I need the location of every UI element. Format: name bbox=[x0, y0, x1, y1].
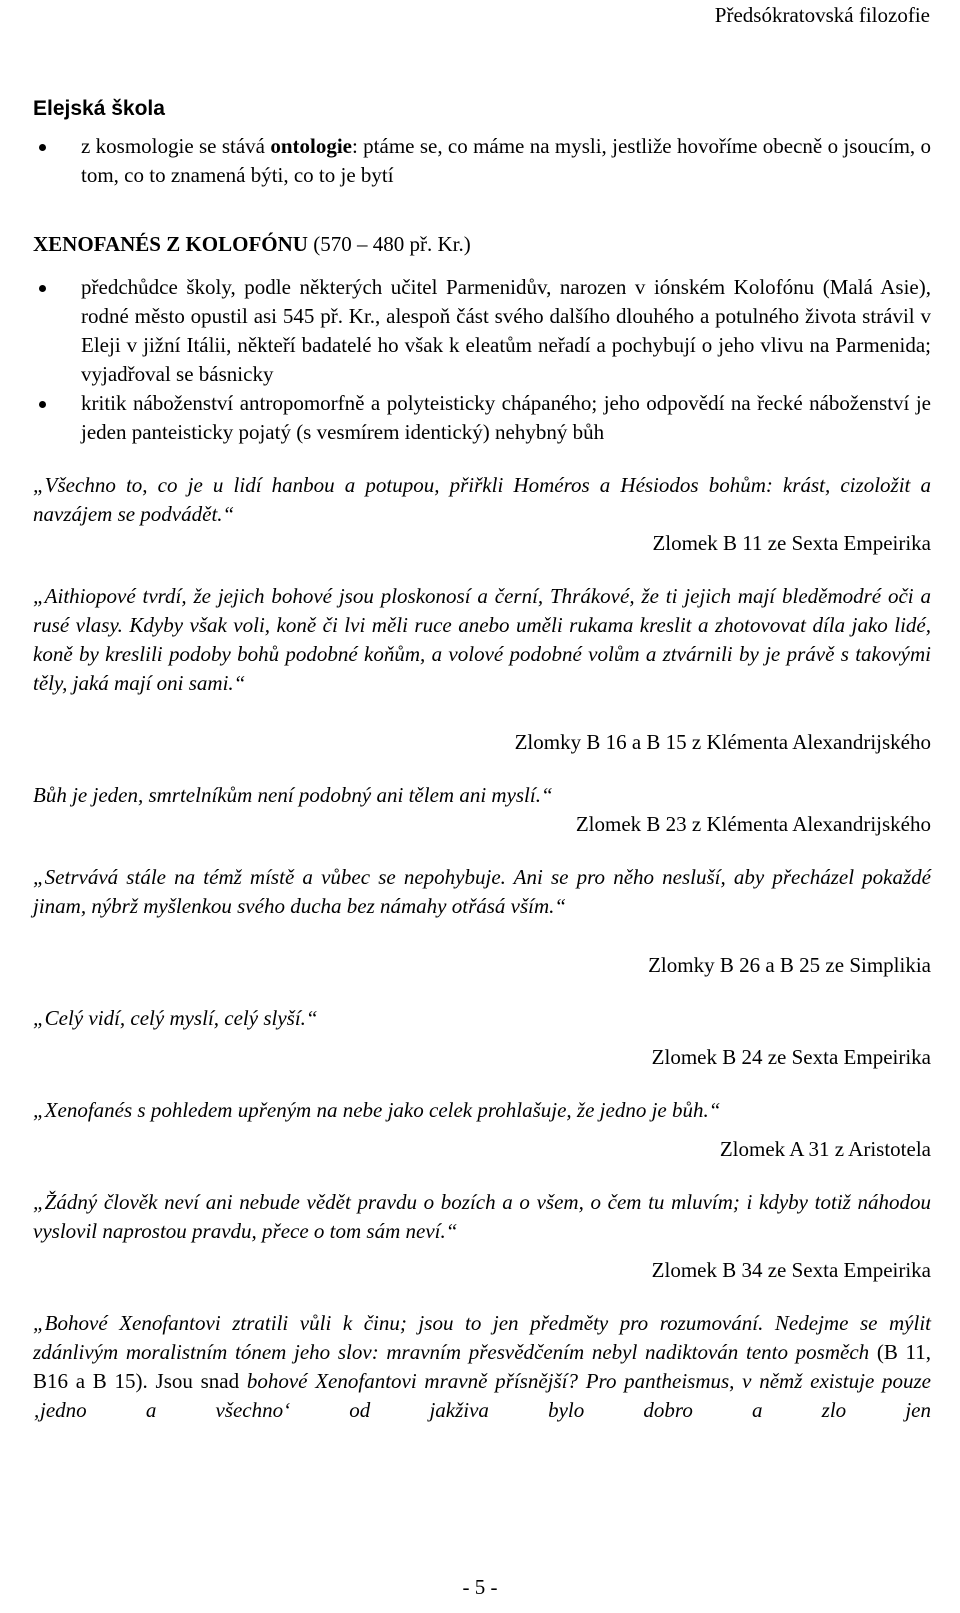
intro-bullet bbox=[33, 132, 931, 190]
closing-italic-1: „Bohové Xenofantovi ztratili vůli k činu; jsou to jen předměty pro rozumování. Nedejme se mýlit zdánlivým moralistním tónem jeho slov: mravním přesvědčením nebyl nadiktován tento posměch bbox=[33, 1311, 931, 1364]
intro-bullet-post: : ptáme se, co máme na mysli, jestliže hovoříme obecně o jsoucím, o tom, co to znamená býti, co to je bytí bbox=[81, 134, 931, 187]
xenophanes-bullet-2: kritik náboženství antropomorfně a polyteisticky chápaného; jeho odpovědí na řecké náboženství je jeden panteisticky pojatý (s vesmírem identický) nehybný bůh bbox=[33, 389, 931, 447]
fragment-quote-6: „Xenofanés s pohledem upřeným na nebe jako celek prohlašuje, že jedno je bůh.“ bbox=[33, 1098, 721, 1122]
page-number: - 5 - bbox=[462, 1575, 498, 1599]
xenophanes-bullet-list bbox=[33, 273, 931, 447]
running-header: Předsókratovská filozofie bbox=[714, 3, 930, 27]
fragment-source-2: Zlomky B 16 a B 15 z Klémenta Alexandrijského bbox=[514, 730, 931, 754]
closing-italic-2: bohové Xenofantovi mravně přísnější? Pro pantheismus, v němž existuje pouze ‚jedno a všechno‘ od jakživa bylo dobro a zlo jen bbox=[33, 1369, 931, 1422]
fragment-source-4: Zlomky B 26 a B 25 ze Simplikia bbox=[648, 953, 931, 977]
fragment-source-6: Zlomek A 31 z Aristotela bbox=[719, 1137, 931, 1161]
intro-bullet-list bbox=[33, 132, 931, 190]
closing-plain-1: (B 11, B16 a B 15). Jsou snad bbox=[33, 1340, 931, 1393]
fragment-source-1: Zlomek B 11 ze Sexta Empeirika bbox=[652, 531, 931, 555]
xenophanes-name: XENOFANÉS Z KOLOFÓNU bbox=[33, 232, 308, 256]
section-heading: Elejská škola bbox=[33, 97, 165, 120]
closing-paragraph bbox=[33, 1309, 931, 1425]
fragment-quote-2: „Aithiopové tvrdí, že jejich bohové jsou ploskonosí a černí, Thrákové, že ti jejich mají bleděmodré oči a rusé vlasy. Kdyby však voli, koně či lvi měli ruce anebo uměli rukama kreslit a zhotovovat díla jako lidé, koně by kreslili podoby bohů podobné koňům, a volové podobné volům a ztvárnili by je právě s takovými těly, jaká mají oni sami.“ bbox=[33, 584, 931, 695]
xenophanes-bullet-1: předchůdce školy, podle některých učitel Parmenidův, narozen v iónském Kolofónu (Malá Asie), rodné město opustil asi 545 př. Kr., alespoň část svého dalšího dlouhého a potulného života strávil v Eleji v jižní Itálii, někteří badatelé ho však k eleatům neřadí a pochybují o jeho vlivu na Parmenida; vyjadřoval se básnicky bbox=[33, 273, 931, 389]
fragment-quote-5: „Celý vidí, celý myslí, celý slyší.“ bbox=[33, 1006, 318, 1030]
xenophanes-dates: (570 – 480 př. Kr.) bbox=[307, 232, 471, 256]
fragment-quote-3: Bůh je jeden, smrtelníkům není podobný ani tělem ani myslí.“ bbox=[33, 783, 553, 807]
fragment-source-7: Zlomek B 34 ze Sexta Empeirika bbox=[651, 1258, 931, 1282]
fragment-source-5: Zlomek B 24 ze Sexta Empeirika bbox=[651, 1045, 931, 1069]
intro-bullet-pre: z kosmologie se stává bbox=[81, 134, 271, 158]
fragment-quote-1: „Všechno to, co je u lidí hanbou a potupou, přiřkli Homéros a Hésiodos bohům: krást, cizoložit a navzájem se podvádět.“ bbox=[33, 473, 931, 526]
fragment-quote-7: „Žádný člověk neví ani nebude vědět pravdu o bozích a o všem, o čem tu mluvím; i kdyby totiž náhodou vyslovil naprostou pravdu, přece o tom sám neví.“ bbox=[33, 1190, 931, 1243]
page-content bbox=[33, 96, 931, 1425]
intro-bullet-bold: ontologie bbox=[270, 134, 352, 158]
fragment-source-3: Zlomek B 23 z Klémenta Alexandrijského bbox=[575, 812, 931, 836]
xenophanes-heading bbox=[33, 230, 931, 259]
fragment-quote-4: „Setrvává stále na témž místě a vůbec se nepohybuje. Ani se pro něho nesluší, aby přecházel pokaždé jinam, nýbrž myšlenkou svého ducha bez námahy otřásá vším.“ bbox=[33, 865, 931, 918]
